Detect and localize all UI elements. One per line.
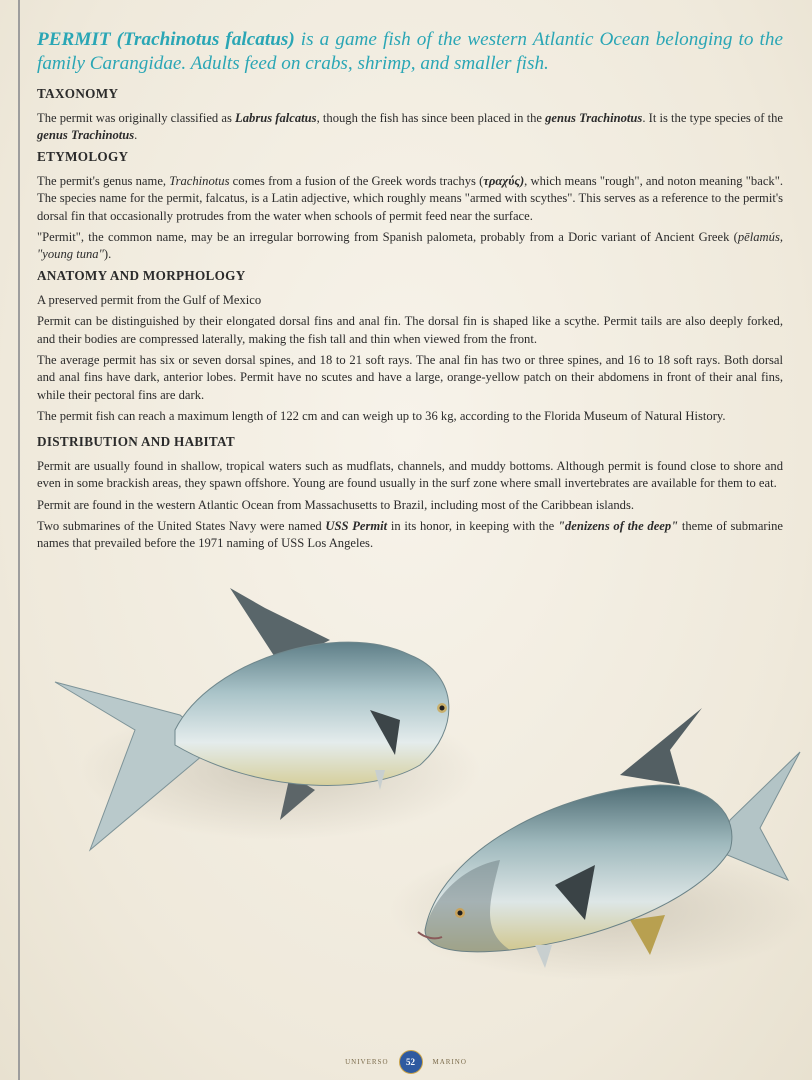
emphasis: τραχύς) <box>483 173 525 188</box>
distribution-paragraph-1: Permit are usually found in shallow, tropical waters such as mudflats, channels, and muddy bottoms. Although permit is found close to shore and even in some brackish areas, they spawn offshore. Young are found usually in the surf zone where small invertebrates are available for them to eat. <box>37 458 783 491</box>
emphasis: genus Trachinotus <box>545 111 643 125</box>
text-run: . It is the type species of the <box>642 111 784 125</box>
text-run: comes from a fusion of the Greek words trachys ( <box>229 173 484 188</box>
intro-title: PERMIT (Trachinotus falcatus) <box>37 29 295 50</box>
permit-fish-1 <box>55 588 480 850</box>
anatomy-heading: ANATOMY AND MORPHOLOGY <box>37 267 246 283</box>
article <box>37 28 783 557</box>
intro-text: is a game fish of the western Atlantic Ocean belonging to the family Carangidae. Adults feed on crabs, shrimp, and smaller fish. <box>37 29 783 74</box>
etymology-paragraph-1 <box>37 173 783 225</box>
text-run: , which means "rough", and noton meaning "back". The species name for the permit, falcatus, is a Latin adjective, which roughly means "armed with scythes". This serves as a reference to the permit's dorsal fin that occasionally protrudes from the water when schools of permit feed near the surface. <box>37 173 783 223</box>
anatomy-paragraph-2: Permit can be distinguished by their elongated dorsal fins and anal fin. The dorsal fin is shaped like a scythe. Permit tails are also deeply forked, and their bodies are compressed laterally, making the fish tall and thin when viewed from the front. <box>37 314 783 346</box>
text-run: . <box>134 128 138 143</box>
taxonomy-heading: TAXONOMY <box>37 86 119 101</box>
intro-paragraph <box>37 28 783 76</box>
emphasis: pēlamús, "young tuna" <box>37 230 783 262</box>
left-margin-rule <box>18 0 20 1080</box>
emphasis: genus Trachinotus <box>37 128 135 143</box>
distribution-heading: DISTRIBUTION AND HABITAT <box>37 433 235 449</box>
text-run: in its honor, in keeping with the <box>387 518 558 533</box>
page-footer <box>0 1050 812 1074</box>
page-number-badge: 52 <box>399 1050 423 1074</box>
etymology-heading: ETYMOLOGY <box>37 148 129 164</box>
anatomy-paragraph-3: The average permit has six or seven dorsal spines, and 18 to 21 soft rays. The anal fin has two or three spines, and 16 to 18 soft rays. Both dorsal and anal fins have dark, anterior lobes. Permit have no scutes and have a large, orange-yellow patch on their abdomens in front of their anal fins, while their pectoral fins are dark. <box>37 353 783 402</box>
text-run: Two submarines of the United States Navy were named <box>37 518 326 533</box>
footer-left-text: UNIVERSO <box>345 1058 389 1066</box>
anatomy-paragraph-1: A preserved permit from the Gulf of Mexico <box>37 292 262 307</box>
etymology-paragraph-2 <box>37 229 783 264</box>
emphasis: USS Permit <box>325 518 388 533</box>
text-run: theme of submarine names that prevailed before the 1971 naming of USS Los Angeles. <box>37 518 783 551</box>
text-run: The permit's genus name, <box>37 173 170 188</box>
text-run: ). <box>103 247 112 262</box>
footer-right-text: MARINO <box>432 1058 467 1066</box>
text-run: The permit was originally classified as <box>37 111 236 125</box>
distribution-paragraph-3 <box>37 518 783 553</box>
text-run: , though the fish has since been placed in the <box>316 111 546 125</box>
anatomy-paragraph-4: The permit fish can reach a maximum length of 122 cm and can weigh up to 36 kg, according to the Florida Museum of Natural History. <box>37 409 726 424</box>
text-run: "Permit", the common name, may be an irregular borrowing from Spanish palometa, probably from a Doric variant of Ancient Greek ( <box>37 230 738 245</box>
fish-illustration <box>40 580 812 1000</box>
taxonomy-paragraph <box>37 110 783 145</box>
emphasis: Labrus falcatus <box>235 111 317 125</box>
emphasis: "denizens of the deep" <box>557 518 679 533</box>
distribution-paragraph-2: Permit are found in the western Atlantic Ocean from Massachusetts to Brazil, including most of the Caribbean islands. <box>37 497 635 512</box>
emphasis: Trachinotus <box>169 173 230 188</box>
